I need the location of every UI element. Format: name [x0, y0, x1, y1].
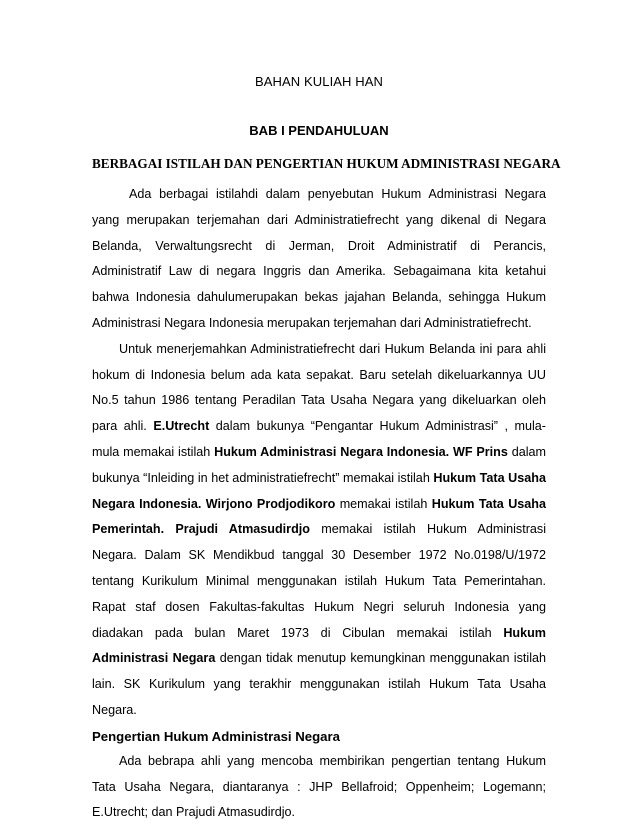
p2-text-8: memakai istilah Hukum Administrasi Negara. Dalam SK Mendikbud tanggal 30 Desember 1972 No.0198/U/1972 tentang Kurikulum Minimal menggunakan istilah Hukum Tata Pemerintahan. Rapat staf dosen Fakultas-fakultas Hukum Negri seluruh Indonesia yang diadakan pada bulan Maret 1973 di Cibulan memakai istilah — [92, 522, 547, 640]
p2-text-4: dalam bukunya “Inleiding in het administratiefrecht” memakai istilah — [92, 444, 546, 485]
chapter-title: BAB I PENDAHULUAN — [249, 123, 389, 138]
body-text — [92, 182, 546, 826]
p2-text-9: dengan tidak menutup kemungkinan menggunakan istilah lain. SK Kurikulum yang terakhir menggunakan istilah Hukum Tata Usaha Negara. — [92, 651, 547, 717]
p2-bold-han: Hukum Administrasi Negara — [92, 625, 546, 666]
document-title: BAHAN KULIAH HAN — [254, 74, 384, 89]
p2-text-1: Untuk menerjemahkan Administratiefrecht dari Hukum Belanda ini para ahli hokum di Indonesia belum ada kata sepakat. Baru setelah dikeluarkannya UU No.5 tahun 1986 tentang Peradilan Tata Usaha Negara yang dikeluarkan oleh para ahli. — [92, 341, 546, 434]
p2-bold-htun-indonesia: Hukum Tata Usaha Negara Indonesia. — [92, 470, 546, 511]
p2-bold-wirjono: Wirjono Prodjodikoro — [205, 496, 336, 511]
p2-text-2: dalam bukunya “Pengantar Hukum Administrasi” , mula-mula memakai istilah — [92, 419, 546, 459]
p2-bold-han-indonesia: Hukum Administrasi Negara Indonesia. — [214, 444, 450, 459]
paragraph-3: Ada bebrapa ahli yang mencoba membirikan pengertian tentang Hukum Tata Usaha Negara, diantaranya : JHP Bellafroid; Oppenheim; Logemann; E.Utrecht; dan Prajudi Atmasudirdjo. — [92, 753, 546, 820]
p2-bold-prins: WF Prins — [452, 444, 508, 459]
sub-heading: Pengertian Hukum Administrasi Negara — [92, 728, 340, 744]
p2-bold-htup: Hukum Tata Usaha Pemerintah. — [92, 496, 546, 537]
paragraph-2 — [92, 337, 546, 724]
p2-text-6: memakai istilah — [335, 496, 432, 511]
p2-bold-prajudi: Prajudi Atmasudirdjo — [175, 522, 310, 537]
p2-bold-utrecht: E.Utrecht — [153, 419, 210, 434]
paragraph-1: Ada berbagai istilahdi dalam penyebutan Hukum Administrasi Negara yang merupakan terjemahan dari Administratiefrecht yang dikenal di Negara Belanda, Verwaltungsrecht di Jerman, Droit Administratif di Perancis, Administratif Law di negara Inggris dan Amerika. Sebagaimana kita ketahui bahwa Indonesia dahulumerupakan bekas jajahan Belanda, sehingga Hukum Administrasi Negara Indonesia merupakan terjemahan dari Administratiefrecht. — [92, 187, 546, 330]
section-heading: BERBAGAI ISTILAH DAN PENGERTIAN HUKUM ADMINISTRASI NEGARA — [92, 156, 561, 171]
p2-text-7 — [164, 522, 175, 536]
